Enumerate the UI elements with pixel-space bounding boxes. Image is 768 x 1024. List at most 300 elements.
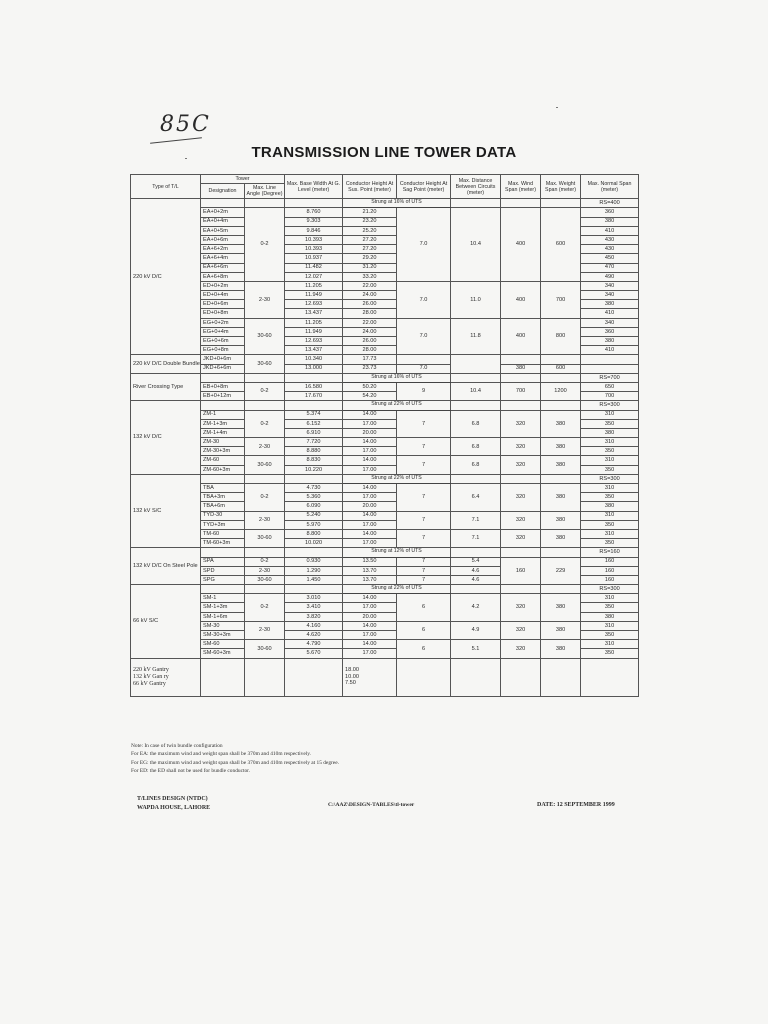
designation-cell: ZM-1 [201,410,245,419]
blank-cell [541,373,581,382]
normal-span-cell: 340 [581,291,639,300]
normal-span-cell: 360 [581,327,639,336]
line-angle-cell: 0-2 [245,382,285,400]
weight-span-cell: 380 [541,438,581,456]
base-width-cell: 12.693 [285,300,343,309]
blank-cell [451,373,501,382]
base-width-cell: 3.820 [285,612,343,621]
designation-cell: ZM-60+3m [201,465,245,474]
base-width-cell: 9.303 [285,217,343,226]
blank-cell [245,658,285,696]
note-line: Note: In case of twin bundle configuration [131,743,223,749]
gantry-label: 220 kV Gantry [133,666,169,673]
gantry-height: 10.00 [345,673,360,680]
sus-height-cell: 23.73 [343,364,397,373]
sus-height-cell: 17.00 [343,419,397,428]
blank-cell [245,401,285,410]
page-title: TRANSMISSION LINE TOWER DATA [251,144,517,161]
distance-cell: 7.1 [451,511,501,529]
sag-height-cell: 7 [397,511,451,529]
sus-height-cell: 14.00 [343,410,397,419]
strung-label: Strung at 22% of UTS [343,474,451,483]
base-width-cell: 11.205 [285,318,343,327]
strung-label: Strung at 12% of UTS [343,548,451,557]
normal-span-cell: 380 [581,217,639,226]
base-width-cell: 4.620 [285,631,343,640]
sus-height-cell: 17.73 [343,355,397,364]
base-width-cell: 12.027 [285,272,343,281]
note-line: For ED: the ED shall not be used for bundle conductor. [131,768,251,775]
sag-height-cell: 7 [397,456,451,474]
strung-label: Strung at 22% of UTS [343,585,451,594]
blank-cell [541,548,581,557]
sus-height-cell: 50.20 [343,382,397,391]
designation-cell: ED+0+4m [201,291,245,300]
wind-span-cell: 700 [501,382,541,400]
weight-span-cell: 1200 [541,382,581,400]
sus-height-cell: 20.00 [343,612,397,621]
notes [131,742,339,776]
sus-height-cell: 17.00 [343,465,397,474]
weight-span-cell: 380 [541,484,581,512]
distance-cell [451,355,501,373]
sus-height-cell: 27.20 [343,245,397,254]
sus-height-cell: 17.00 [343,520,397,529]
weight-span-cell: 380 [541,594,581,622]
distance-cell: 6.8 [451,410,501,438]
designation-cell: JKD+0+6m [201,355,245,364]
header-wind-span: Max. Wind Span (meter) [501,175,541,199]
normal-span-cell: 360 [581,208,639,217]
blank-cell [201,199,245,208]
designation-cell: SM-30 [201,621,245,630]
line-angle-cell: 30-60 [245,318,285,355]
blank-cell [397,658,451,696]
sag-height-cell: 6 [397,621,451,639]
designation-cell: SPA [201,557,245,566]
blank-cell [285,401,343,410]
normal-span-cell: 160 [581,575,639,584]
wind-span-cell: 160 [501,557,541,585]
sus-height-cell: 28.00 [343,309,397,318]
wind-span-cell: 400 [501,281,541,318]
sus-height-cell: 17.00 [343,631,397,640]
sag-height-cell: 7 [397,438,451,456]
blank-cell [245,199,285,208]
base-width-cell: 5.670 [285,649,343,658]
normal-span-cell: 310 [581,484,639,493]
sus-height-cell: 26.00 [343,337,397,346]
gantry-label: 66 kV Gantry [133,680,166,687]
tower-data-table [130,174,639,697]
normal-span-cell: 310 [581,410,639,419]
blank-cell [451,548,501,557]
table-body [131,199,639,696]
designation-cell: JKD+6+6m [201,364,245,373]
distance-cell: 5.1 [451,640,501,658]
wind-span-cell: 380 [501,364,541,373]
sus-height-cell: 23.20 [343,217,397,226]
line-angle-cell: 2-30 [245,566,285,575]
designation-cell: ZM-30 [201,438,245,447]
base-width-cell: 10.340 [285,355,343,364]
normal-span-cell: 310 [581,529,639,538]
weight-span-cell: 380 [541,640,581,658]
base-width-cell: 6.152 [285,419,343,428]
designation-cell: EA+6+4m [201,254,245,263]
blank-cell [201,585,245,594]
sus-height-cell: 20.00 [343,428,397,437]
footer-date: DATE: 12 SEPTEMBER 1999 [537,802,615,808]
table-row [131,529,639,538]
gantry-label-cell [131,658,201,696]
strung-label: Strung at 22% of UTS [343,401,451,410]
normal-span-cell: 310 [581,511,639,520]
line-type-cell: 132 kV D/C [131,401,201,475]
base-width-cell: 11.949 [285,327,343,336]
normal-span-cell: 350 [581,539,639,548]
sus-height-cell: 17.00 [343,649,397,658]
normal-span-cell: 380 [581,337,639,346]
wind-span-cell: 320 [501,640,541,658]
distance-cell: 10.4 [451,208,501,282]
line-type-cell: 220 kV D/C [131,199,201,355]
blank-cell [501,401,541,410]
designation-cell: SM-60 [201,640,245,649]
designation-cell: EG+0+2m [201,318,245,327]
header-row [131,175,639,184]
blank-cell [245,548,285,557]
distance-cell: 10.4 [451,382,501,400]
normal-span-cell: 450 [581,254,639,263]
normal-span-cell: 380 [581,428,639,437]
normal-span-cell: 310 [581,456,639,465]
base-width-cell: 3.010 [285,594,343,603]
blank-cell [285,585,343,594]
line-type-cell: River Crossing Type [131,373,201,401]
base-width-cell: 12.693 [285,337,343,346]
sus-height-cell: 14.00 [343,621,397,630]
note-line: For EG: the maximum wind and weight span shall be 370m and 410m respectively at 15 degree. [131,759,339,766]
line-angle-cell: 2-30 [245,511,285,529]
sus-height-cell: 25.20 [343,226,397,235]
line-angle-cell: 30-60 [245,456,285,474]
designation-cell: TBA [201,484,245,493]
wind-span-cell: 400 [501,208,541,282]
table-row [131,658,639,696]
line-type-cell: 132 kV D/C On Steel Pole [131,548,201,585]
line-type-cell: 132 kV S/C [131,474,201,548]
normal-span-cell: 430 [581,245,639,254]
wind-span-cell: 320 [501,621,541,639]
designation-cell: SPD [201,566,245,575]
sag-height-cell: 7 [397,557,451,566]
sus-height-cell: 17.00 [343,539,397,548]
normal-span-cell: 160 [581,566,639,575]
footer-organization [137,795,210,813]
blank-cell [501,199,541,208]
designation-cell: TYD-30 [201,511,245,520]
header-line-angle: Max. Line Angle (Degree) [245,184,285,199]
table-row [131,318,639,327]
wind-span-cell: 320 [501,456,541,474]
blank-cell [501,548,541,557]
scan-speck [556,107,558,108]
wind-span-cell: 320 [501,484,541,512]
blank-cell [451,658,501,696]
handwritten-mark: 85C [160,112,211,137]
blank-cell [541,658,581,696]
table-row [131,594,639,603]
note-line: For EA: the maximum wind and weight span shall be 370m and 410m respectively. [131,751,311,758]
blank-cell [451,474,501,483]
base-width-cell: 11.205 [285,281,343,290]
line-angle-cell: 30-60 [245,575,285,584]
table-row [131,208,639,217]
normal-span-cell: 350 [581,493,639,502]
normal-span-cell: 380 [581,502,639,511]
line-angle-cell: 0-2 [245,208,285,282]
sus-height-cell: 24.00 [343,291,397,300]
distance-cell: 5.4 [451,557,501,566]
designation-cell: ED+0+8m [201,309,245,318]
distance-cell: 6.8 [451,438,501,456]
base-width-cell: 10.020 [285,539,343,548]
designation-cell: ZM-1+3m [201,419,245,428]
normal-span-cell: 350 [581,447,639,456]
normal-span-cell: 650 [581,382,639,391]
sag-height-cell: 7 [397,566,451,575]
sus-height-cell: 26.00 [343,300,397,309]
gantry-label: 132 kV Gan ry [133,673,169,680]
ruling-span-cell: RS=400 [581,199,639,208]
table-row [131,281,639,290]
base-width-cell: 4.730 [285,484,343,493]
table-row [131,456,639,465]
wind-span-cell: 320 [501,410,541,438]
blank-cell [285,474,343,483]
sus-height-cell: 31.20 [343,263,397,272]
header-normal-span: Max. Normal Span (meter) [581,175,639,199]
base-width-cell: 5.240 [285,511,343,520]
blank-cell [201,658,245,696]
sus-height-cell: 54.20 [343,392,397,401]
table-row [131,355,639,364]
sus-height-cell: 14.00 [343,594,397,603]
ruling-span-cell: RS=300 [581,401,639,410]
normal-span-cell: 310 [581,640,639,649]
base-width-cell: 13.000 [285,364,343,373]
sus-height-cell: 13.70 [343,566,397,575]
sus-height-cell: 33.20 [343,272,397,281]
weight-span-cell: 380 [541,529,581,547]
normal-span-cell: 350 [581,603,639,612]
table-row [131,410,639,419]
base-width-cell: 8.760 [285,208,343,217]
sag-height-cell: 6 [397,594,451,622]
line-angle-cell: 2-30 [245,281,285,318]
base-width-cell: 10.937 [285,254,343,263]
designation-cell: EA+0+5m [201,226,245,235]
sus-height-cell: 14.00 [343,438,397,447]
blank-cell [501,585,541,594]
designation-cell: EA+0+6m [201,235,245,244]
designation-cell: SM-30+3m [201,631,245,640]
weight-span-cell: 700 [541,281,581,318]
distance-cell: 6.4 [451,484,501,512]
normal-span-cell: 380 [581,300,639,309]
sus-height-cell: 13.70 [343,575,397,584]
designation-cell: SM-1+3m [201,603,245,612]
designation-cell: SM-1+6m [201,612,245,621]
sus-height-cell: 17.00 [343,447,397,456]
designation-cell: ZM-60 [201,456,245,465]
base-width-cell: 6.090 [285,502,343,511]
line-type-cell: 66 kV S/C [131,585,201,659]
table-row [131,382,639,391]
blank-cell [201,474,245,483]
base-width-cell: 8.800 [285,529,343,538]
designation-cell: ZM-30+3m [201,447,245,456]
sus-height-cell: 29.20 [343,254,397,263]
designation-cell: EA+6+8m [201,272,245,281]
sus-height-cell: 14.00 [343,511,397,520]
base-width-cell: 9.846 [285,226,343,235]
base-width-cell: 1.450 [285,575,343,584]
normal-span-cell: 350 [581,649,639,658]
weight-span-cell: 380 [541,511,581,529]
sus-height-cell: 27.20 [343,235,397,244]
blank-cell [285,199,343,208]
blank-cell [245,474,285,483]
sus-height-cell: 17.00 [343,603,397,612]
header-base-width: Max. Base Width At G. Level (meter) [285,175,343,199]
normal-span-cell: 310 [581,594,639,603]
table-row [131,511,639,520]
distance-cell: 4.2 [451,594,501,622]
blank-cell [245,373,285,382]
blank-cell [201,373,245,382]
designation-cell: EA+6+6m [201,263,245,272]
table-row [131,364,639,373]
normal-span-cell: 410 [581,226,639,235]
designation-cell: TM-60+3m [201,539,245,548]
line-angle-cell: 2-30 [245,621,285,639]
wind-span-cell: 320 [501,529,541,547]
normal-span-cell: 490 [581,272,639,281]
strung-label: Strung at 16% of UTS [343,373,451,382]
sus-height-cell: 14.00 [343,529,397,538]
base-width-cell: 11.482 [285,263,343,272]
designation-cell: ED+0+2m [201,281,245,290]
sag-height-cell: 7.0 [397,208,451,282]
normal-span-cell: 380 [581,612,639,621]
designation-cell: ZM-1+4m [201,428,245,437]
normal-span-cell: 430 [581,235,639,244]
line-type-cell: 220 kV D/C Double Bundle [131,355,201,373]
blank-cell [451,199,501,208]
wind-span-cell: 320 [501,511,541,529]
table-row [131,585,639,594]
normal-span-cell: 340 [581,281,639,290]
wind-span-cell [501,355,541,364]
table-row [131,373,639,382]
sus-height-cell: 14.00 [343,640,397,649]
ruling-span-cell: RS=300 [581,474,639,483]
designation-cell: EG+0+6m [201,337,245,346]
weight-span-cell: 800 [541,318,581,355]
sus-height-cell: 13.50 [343,557,397,566]
designation-cell: ED+0+6m [201,300,245,309]
line-angle-cell: 30-60 [245,355,285,373]
normal-span-cell: 470 [581,263,639,272]
designation-cell: EB+0+12m [201,392,245,401]
sus-height-cell: 14.00 [343,484,397,493]
base-width-cell: 13.437 [285,346,343,355]
sus-height-cell: 21.20 [343,208,397,217]
normal-span-cell: 700 [581,392,639,401]
designation-cell: EG+0+4m [201,327,245,336]
sus-height-cell: 14.00 [343,456,397,465]
sus-height-cell: 24.00 [343,327,397,336]
ruling-span-cell: RS=700 [581,373,639,382]
normal-span-cell: 410 [581,309,639,318]
strung-label: Strung at 16% of UTS [343,199,451,208]
base-width-cell: 10.220 [285,465,343,474]
designation-cell: EA+6+2m [201,245,245,254]
designation-cell: EG+0+8m [201,346,245,355]
blank-cell [285,658,343,696]
sag-height-cell: 7.0 [397,281,451,318]
weight-span-cell: 229 [541,557,581,585]
sag-height-cell: 7 [397,575,451,584]
blank-cell [581,658,639,696]
designation-cell: SPG [201,575,245,584]
line-angle-cell: 2-30 [245,438,285,456]
blank-cell [541,199,581,208]
distance-cell: 7.1 [451,529,501,547]
header-type: Type of T/L [131,175,201,199]
designation-cell: EA+0+2m [201,208,245,217]
distance-cell: 11.8 [451,318,501,355]
base-width-cell: 4.160 [285,621,343,630]
weight-span-cell: 600 [541,208,581,282]
blank-cell [541,401,581,410]
line-angle-cell: 30-60 [245,640,285,658]
header-weight-span: Max. Weight Span (meter) [541,175,581,199]
header-distance: Max. Distance Between Circuits (meter) [451,175,501,199]
table-row [131,557,639,566]
distance-cell: 6.8 [451,456,501,474]
base-width-cell: 5.360 [285,493,343,502]
weight-span-cell: 380 [541,621,581,639]
sus-height-cell: 17.00 [343,493,397,502]
normal-span-cell: 350 [581,465,639,474]
base-width-cell: 10.393 [285,245,343,254]
wind-span-cell: 320 [501,438,541,456]
sag-height-cell: 7 [397,484,451,512]
header-tower: Tower [201,175,285,184]
base-width-cell: 3.410 [285,603,343,612]
sag-height-cell: 7.0 [397,318,451,355]
distance-cell: 4.9 [451,621,501,639]
base-width-cell: 8.830 [285,456,343,465]
gantry-height: 18.00 [345,667,360,674]
blank-cell [201,401,245,410]
normal-span-cell: 350 [581,520,639,529]
base-width-cell: 1.290 [285,566,343,575]
designation-cell: TYD+3m [201,520,245,529]
